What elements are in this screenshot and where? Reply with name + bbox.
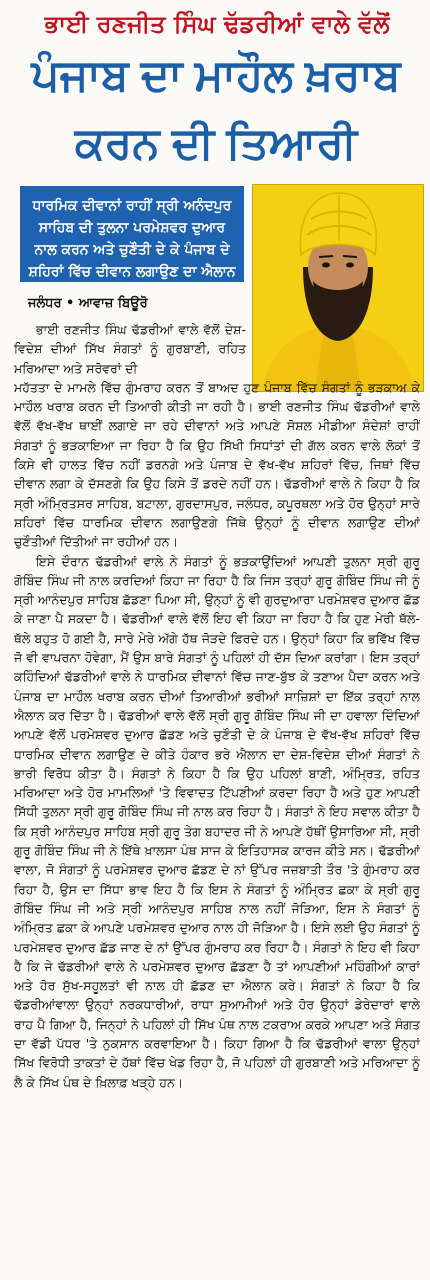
subheading-line-4: ਸ਼ਹਿਰਾਂ ਵਿੱਚ ਦੀਵਾਨ ਲਗਾਉਣ ਦਾ ਐਲਾਨ xyxy=(28,264,236,280)
article-body xyxy=(14,320,420,1265)
article-intro: ਭਾਈ ਰਣਜੀਤ ਸਿੰਘ ਢੱਡਰੀਆਂ ਵਾਲੇ ਵੱਲੋਂ ਦੇਸ਼-ਵਿਦੇਸ਼ ਦੀਆਂ ਸਿੱਖ ਸੰਗਤਾਂ ਨੂੰ ਗੁਰਬਾਣੀ, ਰਹਿਤ ਮਰਿਆਦਾ ਅਤੇ ਸਰੋਵਰਾਂ ਦੀ xyxy=(14,322,246,376)
headline-line-2: ਕਰਨ ਦੀ ਤਿਆਰੀ xyxy=(74,119,358,168)
subheading-line-2: ਸਾਹਿਬ ਦੀ ਤੁਲਨਾ ਪਰਮੇਸ਼ਵਰ ਦੁਆਰ xyxy=(38,220,226,236)
byline: ਜਲੰਧਰ • ਆਵਾਜ਼ ਬਿਊਰੋ xyxy=(28,296,148,311)
kicker-headline: ਭਾਈ ਰਣਜੀਤ ਸਿੰਘ ਢੱਡਰੀਆਂ ਵਾਲੇ ਵੱਲੋਂ xyxy=(44,10,390,38)
subheading-line-3: ਨਾਲ ਕਰਨ ਅਤੇ ਚੁਣੌਤੀ ਦੇ ਕੇ ਪੰਜਾਬ ਦੇ xyxy=(34,242,230,258)
headline-line-1: ਪੰਜਾਬ ਦਾ ਮਾਹੌਲ ਖ਼ਰਾਬ xyxy=(31,51,401,100)
subheading-line-1: ਧਾਰਮਿਕ ਦੀਵਾਨਾਂ ਰਾਹੀਂ ਸ੍ਰੀ ਅਨੰਦਪੁਰ xyxy=(32,198,232,214)
article-paragraph-2: ਇਸੇ ਦੌਰਾਨ ਢੱਡਰੀਆਂ ਵਾਲੇ ਨੇ ਸੰਗਤਾਂ ਨੂੰ ਭੜਕਾਉਂਦਿਆਂ ਆਪਣੀ ਤੁਲਨਾ ਸ੍ਰੀ ਗੁਰੂ ਗੋਬਿੰਦ ਸਿੰਘ ਜੀ ਨਾਲ ਕਰਦਿਆਂ ਕਿਹਾ ਜਾ ਰਿਹਾ ਹੈ ਕਿ ਜਿਸ ਤਰ੍ਹਾਂ ਗੁਰੂ ਗੋਬਿੰਦ ਸਿੰਘ ਜੀ ਨੂੰ ਸ੍ਰੀ ਆਨੰਦਪੁਰ ਸਾਹਿਬ ਛੱਡਣਾ ਪਿਆ ਸੀ, ਉਨ੍ਹਾਂ ਨੂੰ ਵੀ ਗੁਰਦੁਆਰਾ ਪਰਮੇਸ਼ਵਰ ਦੁਆਰ ਛੱਡ ਕੇ ਜਾਣਾ ਪੈ ਸਕਦਾ ਹੈ। ਢੱਡਰੀਆਂ ਵਾਲੇ ਵੱਲੋਂ ਇਹ ਵੀ ਕਿਹਾ ਜਾ ਰਿਹਾ ਹੈ ਕਿ ਹੁਣ ਮੇਰੀ ਥੱਲੇ-ਥੱਲੇ ਬਹੁਤ ਹੋ ਗਈ ਹੈ, ਸਾਰੇ ਮੇਰੇ ਅੱਗੇ ਹੱਥ ਜੋੜਦੇ ਫਿਰਦੇ ਹਨ। ਉਨ੍ਹਾਂ ਕਿਹਾ ਕਿ ਭਵਿੱਖ ਵਿੱਚ ਜੋ ਵੀ ਵਾਪਰਨਾ ਹੋਵੇਗਾ, ਮੈਂ ਉਸ ਬਾਰੇ ਸੰਗਤਾਂ ਨੂੰ ਪਹਿਲਾਂ ਹੀ ਦੱਸ ਦਿਆ ਕਰਾਂਗਾ। ਇਸ ਤਰ੍ਹਾਂ ਕਹਿੰਦਿਆਂ ਢੱਡਰੀਆਂ ਵਾਲੇ ਨੇ ਧਾਰਮਿਕ ਦੀਵਾਨਾਂ ਵਿੱਚ ਜਾਣ-ਬੁੱਝ ਕੇ ਤਣਾਅ ਪੈਦਾ ਕਰਨ ਅਤੇ ਪੰਜਾਬ ਦਾ ਮਾਹੌਲ ਖਰਾਬ ਕਰਨ ਦੀਆਂ ਤਿਆਰੀਆਂ ਭਰੀਆਂ ਸਾਜ਼ਿਸ਼ਾਂ ਦਾ ਇੱਕ ਤਰ੍ਹਾਂ ਨਾਲ ਐਲਾਨ ਕਰ ਦਿੱਤਾ ਹੈ। ਢੱਡਰੀਆਂ ਵਾਲੇ ਵੱਲੋਂ ਸ੍ਰੀ ਗੁਰੂ ਗੋਬਿੰਦ ਸਿੰਘ ਜੀ ਦਾ ਹਵਾਲਾ ਦਿੰਦਿਆਂ ਆਪਣੇ ਵੱਲੋਂ ਪਰਮੇਸ਼ਵਰ ਦੁਆਰ ਛੱਡਣ ਅਤੇ ਚੁਣੌਤੀ ਦੇ ਕੇ ਪੰਜਾਬ ਦੇ ਵੱਖ-ਵੱਖ ਸ਼ਹਿਰਾਂ ਵਿੱਚ ਧਾਰਮਿਕ ਦੀਵਾਨ ਲਗਾਉਣ ਦੇ ਕੀਤੇ ਹੰਕਾਰ ਭਰੇ ਐਲਾਨ ਦਾ ਦੇਸ਼-ਵਿਦੇਸ਼ ਦੀਆਂ ਸੰਗਤਾਂ ਨੇ ਭਾਰੀ ਵਿਰੋਧ ਕੀਤਾ ਹੈ। ਸੰਗਤਾਂ ਨੇ ਕਿਹਾ ਹੈ ਕਿ ਉਹ ਪਹਿਲਾਂ ਬਾਣੀ, ਅੰਮ੍ਰਿਤ, ਰਹਿਤ ਮਰਿਆਦਾ ਅਤੇ ਹੋਰ ਮਾਮਲਿਆਂ 'ਤੇ ਵਿਵਾਦਤ ਟਿੱਪਣੀਆਂ ਕਰਦਾ ਰਿਹਾ ਹੈ ਅਤੇ ਹੁਣ ਆਪਣੀ ਸਿੱਧੀ ਤੁਲਨਾ ਸ੍ਰੀ ਗੁਰੂ ਗੋਬਿੰਦ ਸਿੰਘ ਜੀ ਨਾਲ ਕਰ ਰਿਹਾ ਹੈ। ਸੰਗਤਾਂ ਨੇ ਇਹ ਸਵਾਲ ਕੀਤਾ ਹੈ ਕਿ ਸ੍ਰੀ ਆਨੰਦਪੁਰ ਸਾਹਿਬ ਸ੍ਰੀ ਗੁਰੂ ਤੇਗ ਬਹਾਦਰ ਜੀ ਨੇ ਆਪਣੇ ਹੱਥੀਂ ਉਸਾਰਿਆ ਸੀ, ਸ੍ਰੀ ਗੁਰੂ ਗੋਬਿੰਦ ਸਿੰਘ ਜੀ ਨੇ ਇੱਥੇ ਖ਼ਾਲਸਾ ਪੰਥ ਸਾਜ ਕੇ ਇਤਿਹਾਸਕ ਕਾਰਜ ਕੀਤੇ ਸਨ। ਢੱਡਰੀਆਂ ਵਾਲਾ, ਜੋ ਸੰਗਤਾਂ ਨੂੰ ਪਰਮੇਸ਼ਵਰ ਦੁਆਰ ਛੱਡਣ ਦੇ ਨਾਂ ਉੱਪਰ ਜਜ਼ਬਾਤੀ ਤੌਰ 'ਤੇ ਗੁੰਮਰਾਹ ਕਰ ਰਿਹਾ ਹੈ, ਉਸ ਦਾ ਸਿੱਧਾ ਭਾਵ ਇਹ ਹੈ ਕਿ ਇਸ ਨੇ ਸੰਗਤਾਂ ਨੂੰ ਅੰਮ੍ਰਿਤ ਛਕਾ ਕੇ ਸ੍ਰੀ ਗੁਰੂ ਗੋਬਿੰਦ ਸਿੰਘ ਜੀ ਅਤੇ ਸ੍ਰੀ ਆਨੰਦਪੁਰ ਸਾਹਿਬ ਨਾਲ ਨਹੀਂ ਜੋੜਿਆ, ਇਸ ਨੇ ਸੰਗਤਾਂ ਨੂੰ ਅੰਮ੍ਰਿਤ ਛਕਾ ਕੇ ਆਪਣੇ ਪਰਮੇਸ਼ਵਰ ਦੁਆਰ ਨਾਲ ਹੀ ਜੋੜਿਆ ਹੈ। ਇਸੇ ਲਈ ਉਹ ਸੰਗਤਾਂ ਨੂੰ ਪਰਮੇਸ਼ਵਰ ਦੁਆਰ ਛੱਡ ਜਾਣ ਦੇ ਨਾਂ ਉੱਪਰ ਗੁੰਮਰਾਹ ਕਰ ਰਿਹਾ ਹੈ। ਸੰਗਤਾਂ ਨੇ ਇਹ ਵੀ ਕਿਹਾ ਹੈ ਕਿ ਜੇ ਢੱਡਰੀਆਂ ਵਾਲੇ ਨੇ ਪਰਮੇਸ਼ਵਰ ਦੁਆਰ ਛੱਡਣਾ ਹੈ ਤਾਂ ਆਪਣੀਆਂ ਮਹਿੰਗੀਆਂ ਕਾਰਾਂ ਅਤੇ ਹੋਰ ਸੁੱਖ-ਸਹੂਲਤਾਂ ਵੀ ਨਾਲ ਹੀ ਛੱਡਣ ਦਾ ਐਲਾਨ ਕਰੇ। ਸੰਗਤਾਂ ਨੇ ਕਿਹਾ ਹੈ ਕਿ ਢੱਡਰੀਆਂਵਾਲਾ ਉਨ੍ਹਾਂ ਨਰਕਧਾਰੀਆਂ, ਰਾਧਾ ਸੁਆਮੀਆਂ ਅਤੇ ਹੋਰ ਉਨ੍ਹਾਂ ਡੇਰੇਦਾਰਾਂ ਵਾਲੇ ਰਾਹ ਪੈ ਗਿਆ ਹੈ, ਜਿਨ੍ਹਾਂ ਨੇ ਪਹਿਲਾਂ ਹੀ ਸਿੱਖ ਪੰਥ ਨਾਲ ਟਕਰਾਅ ਕਰਕੇ ਆਪਣਾ ਅਤੇ ਸੰਗਤ ਦਾ ਵੱਡੀ ਪੱਧਰ 'ਤੇ ਨੁਕਸਾਨ ਕਰਵਾਇਆ ਹੈ। ਕਿਹਾ ਗਿਆ ਹੈ ਕਿ ਢੱਡਰੀਆਂ ਵਾਲਾ ਉਨ੍ਹਾਂ ਸਿੱਖ ਵਿਰੋਧੀ ਤਾਕਤਾਂ ਦੇ ਹੱਥਾਂ ਵਿੱਚ ਖੇਡ ਰਿਹਾ ਹੈ, ਜੋ ਪਹਿਲਾਂ ਹੀ ਗੁਰਬਾਣੀ ਅਤੇ ਮਰਿਆਦਾ ਨੂੰ ਲੈ ਕੇ ਸਿੱਖ ਪੰਥ ਦੇ ਖ਼ਿਲਾਫ਼ ਖੜ੍ਹੇ ਹਨ। xyxy=(14,553,420,1090)
subheading-box xyxy=(20,186,244,282)
article-paragraph-1: ਮਹੱਤਤਾ ਦੇ ਮਾਮਲੇ ਵਿੱਚ ਗੁੰਮਰਾਹ ਕਰਨ ਤੋਂ ਬਾਅਦ ਹੁਣ ਪੰਜਾਬ ਵਿੱਚ ਸੰਗਤਾਂ ਨੂੰ ਭੜਕਾਅ ਕੇ ਮਾਹੌਲ ਖਰਾਬ ਕਰਨ ਦੀ ਤਿਆਰੀ ਕੀਤੀ ਜਾ ਰਹੀ ਹੈ। ਭਾਈ ਰਣਜੀਤ ਸਿੰਘ ਢੱਡਰੀਆਂ ਵਾਲੇ ਵੱਲੋਂ ਵੱਖ-ਵੱਖ ਥਾਈਂ ਲਗਾਏ ਜਾ ਰਹੇ ਦੀਵਾਨਾਂ ਅਤੇ ਆਪਣੇ ਸੋਸ਼ਲ ਮੀਡੀਆ ਸੰਦੇਸ਼ਾਂ ਰਾਹੀਂ ਸੰਗਤਾਂ ਨੂੰ ਭੜਕਾਇਆ ਜਾ ਰਿਹਾ ਹੈ ਕਿ ਉਹ ਸਿੱਖੀ ਸਿਧਾਂਤਾਂ ਦੀ ਗੱਲ ਕਰਨ ਵਾਲੇ ਲੋਕਾਂ ਤੋਂ ਕਿਸੇ ਵੀ ਹਾਲਤ ਵਿੱਚ ਨਹੀਂ ਡਰਨਗੇ ਅਤੇ ਪੰਜਾਬ ਦੇ ਵੱਖ-ਵੱਖ ਸ਼ਹਿਰਾਂ ਵਿੱਚ, ਜਿਥਾਂ ਵਿੱਚ ਦੀਵਾਨ ਲਗਾ ਕੇ ਦੱਸਣਗੇ ਕਿ ਉਹ ਕਿਸੇ ਤੋਂ ਡਰਦੇ ਨਹੀਂ ਹਨ। ਢੱਡਰੀਆਂ ਵਾਲੇ ਨੇ ਕਿਹਾ ਹੈ ਕਿ ਸ੍ਰੀ ਅੰਮ੍ਰਿਤਸਰ ਸਾਹਿਬ, ਬਟਾਲਾ, ਗੁਰਦਾਸਪੁਰ, ਜਲੰਧਰ, ਕਪੂਰਥਲਾ ਅਤੇ ਹੋਰ ਉਨ੍ਹਾਂ ਸਾਰੇ ਸ਼ਹਿਰਾਂ ਵਿੱਚ ਧਾਰਮਿਕ ਦੀਵਾਨ ਲਗਾਉਣਗੇ ਜਿੱਥੇ ਉਨ੍ਹਾਂ ਨੂੰ ਦੀਵਾਨ ਲਗਾਉਣ ਦੀਆਂ ਚੁਣੌਤੀਆਂ ਦਿੱਤੀਆਂ ਜਾ ਰਹੀਆਂ ਹਨ। xyxy=(14,379,420,550)
